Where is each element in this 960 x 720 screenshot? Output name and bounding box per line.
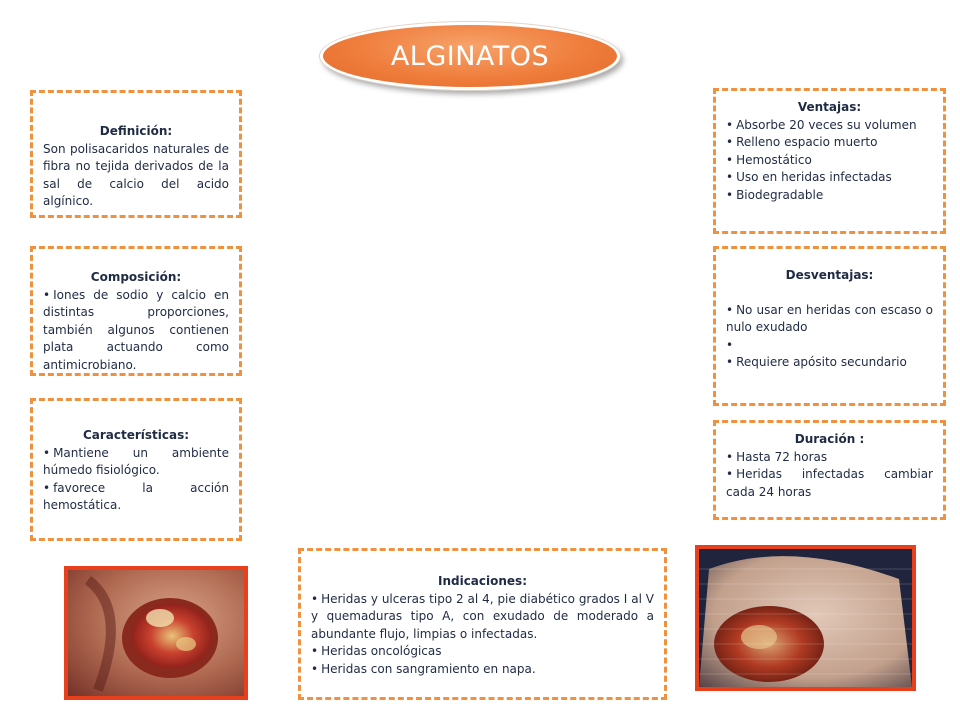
duracion-list [726, 449, 933, 502]
ventajas-list [726, 117, 933, 205]
desventajas-item: • No usar en heridas con escaso o nulo exudado [726, 302, 933, 337]
indicaciones-box [298, 548, 667, 700]
definicion-box [30, 90, 242, 218]
definicion-text: Son polisacaridos naturales de fibra no tejida derivados de la sal de calcio del acido algínico. [43, 141, 229, 208]
wound-image-left [68, 570, 244, 696]
desventajas-item: • Requiere apósito secundario [726, 354, 933, 372]
indicaciones-list [311, 591, 654, 679]
indicaciones-item: • Heridas con sangramiento en napa. [311, 661, 654, 679]
page-title [320, 22, 620, 90]
ventajas-item: • Uso en heridas infectadas [726, 169, 933, 187]
definicion-heading: Definición: [99, 124, 173, 138]
indicaciones-heading: Indicaciones: [437, 574, 527, 588]
desventajas-heading: Desventajas: [785, 268, 874, 282]
caracteristicas-heading: Características: [82, 428, 190, 442]
ventajas-item: • Relleno espacio muerto [726, 134, 933, 152]
ventajas-heading: Ventajas: [797, 100, 862, 114]
duracion-item: • Heridas infectadas cambiar cada 24 horas [726, 466, 933, 501]
indicaciones-item: • Heridas y ulceras tipo 2 al 4, pie diabético grados I al V y quemaduras tipo A, con exudado de moderado a abundante flujo, limpias o infectadas. [311, 591, 654, 644]
caracteristicas-item: • Mantiene un ambiente húmedo fisiológico. [43, 445, 229, 480]
wound-photo-left [64, 566, 248, 700]
composicion-list [43, 287, 229, 375]
caracteristicas-item: • favorece la acción hemostática. [43, 480, 229, 515]
indicaciones-item: • Heridas oncológicas [311, 643, 654, 661]
composicion-box [30, 246, 242, 376]
desventajas-box [713, 246, 946, 406]
caracteristicas-box [30, 398, 242, 541]
duracion-item: • Hasta 72 horas [726, 449, 933, 467]
caracteristicas-list [43, 445, 229, 515]
ventajas-item: • Biodegradable [726, 187, 933, 205]
composicion-item: • Iones de sodio y calcio en distintas proporciones, también algunos contienen plata actuando como antimicrobiano. [43, 287, 229, 375]
composicion-heading: Composición: [90, 270, 182, 284]
duracion-heading: Duración : [794, 432, 865, 446]
wound-image-right [699, 549, 912, 687]
duracion-box [713, 420, 946, 520]
page-title-text: ALGINATOS [390, 40, 550, 72]
wound-photo-right [695, 545, 916, 691]
ventajas-item: • Absorbe 20 veces su volumen [726, 117, 933, 135]
ventajas-box [713, 88, 946, 234]
ventajas-item: • Hemostático [726, 152, 933, 170]
desventajas-list [726, 302, 933, 372]
